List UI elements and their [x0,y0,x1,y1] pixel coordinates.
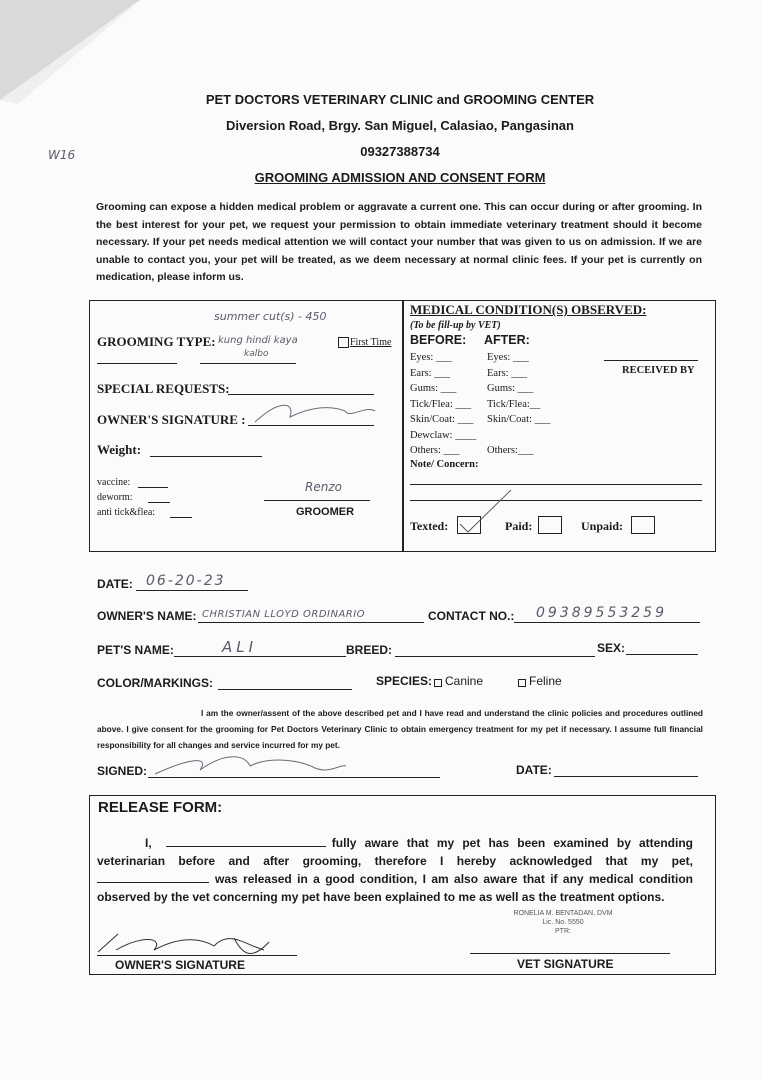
medical-subtitle: (To be fill-up by VET) [410,320,501,331]
paid-label: Paid: [505,519,533,533]
sex-label: SEX: [597,641,626,655]
intro-paragraph: Grooming can expose a hidden medical problem or aggravate a current one. This can occur during or after grooming. In the best interest for your pet, we request your permission to obtain immediate veterinary treatment should it become necessary. If your pet needs medical attention we will contact your number that was given to us on admission. If we are unable to contact you, your pet will be treated, as we deem necessary at normal clinic fees. If your pet is currently on medication, please inform us. [96,201,702,283]
before-items [410,350,476,459]
texted-label: Texted: [410,519,449,533]
owner-name-label: OWNER'S NAME: [97,609,197,623]
grooming-type-handwriting-2: kung hindi kaya [218,335,298,346]
grooming-type-handwriting-1: summer cut(s) - 450 [214,310,327,323]
date2-line [554,776,698,777]
before-item: Tick/Flea: ___ [410,398,472,410]
groomer-label: GROOMER [296,506,355,518]
before-item: Dewclaw: ____ [410,429,477,441]
medical-title: MEDICAL CONDITION(S) OBSERVED: [410,302,647,317]
species-label: SPECIES: [376,674,433,688]
first-time-checkbox[interactable] [338,337,349,348]
signed-label: SIGNED: [97,764,148,778]
groomer-line [264,500,370,501]
after-item: Tick/Flea:__ [487,398,541,410]
first-time-label: First Time [350,337,392,348]
weight-label: Weight: [97,442,142,457]
vet-stamp-license: Lic. No. 5550 [542,919,584,926]
grooming-type-label: GROOMING TYPE: [97,334,216,349]
owner-name-value: CHRISTIAN LLOYD ORDINARIO [202,609,366,620]
grooming-type-line [97,363,177,364]
pet-name-label: PET'S NAME: [97,643,174,657]
before-item: Others: ___ [410,445,460,456]
before-item: Skin/Coat: ___ [410,414,474,425]
color-line [218,689,352,690]
special-requests-label: SPECIAL REQUESTS: [97,381,230,396]
vet-sig-label: VET SIGNATURE [517,957,614,971]
clinic-phone: 09327388734 [360,144,440,159]
date-value: 06-20-23 [146,573,226,589]
feline-checkbox[interactable] [518,679,526,687]
after-item: Skin/Coat: ___ [487,414,551,425]
release-owner-signature-scribble [94,920,274,960]
box-divider [402,300,404,552]
color-label: COLOR/MARKINGS: [97,676,213,690]
owner-sig-label: OWNER'S SIGNATURE [115,958,245,972]
after-item: Eyes: ___ [487,352,529,363]
feline-label: Feline [529,674,562,688]
before-item: Eyes: ___ [410,352,452,363]
vaccine-label: vaccine: [97,477,131,488]
owner-sig-line [97,955,297,956]
grooming-type-line-2 [200,363,296,364]
clinic-address: Diversion Road, Brgy. San Miguel, Calasiao, Pangasinan [226,118,574,133]
note-line-1 [410,484,702,485]
deworm-line [148,502,170,503]
vet-sig-line [470,953,670,954]
vet-stamp [498,909,628,936]
release-pet-blank[interactable] [97,882,209,883]
release-text [97,834,693,906]
owner-signature-label: OWNER'S SIGNATURE : [97,412,246,427]
after-label: AFTER: [484,333,530,347]
weight-line [150,456,262,457]
owner-name-line [198,622,424,623]
pet-name-value: ALI [222,638,258,656]
note-line-2 [410,500,702,501]
after-item: Ears: ___ [487,367,527,379]
canine-checkbox[interactable] [434,679,442,687]
release-name-blank[interactable] [166,846,326,847]
margin-note: W16 [48,148,76,162]
after-item [487,428,550,444]
paid-checkbox[interactable] [538,516,562,534]
breed-label: BREED: [346,643,393,657]
consent-paragraph: I am the owner/assent of the above described pet and I have read and understand the clinic policies and procedures outlined above. I give consent for the grooming for Pet Doctors Veterinary Clinic to obtain emergency treatment for my pet if necessary. I assume full financial responsibility for all changes and service incurred for my pet. [97,708,703,750]
before-item: Ears: ___ [410,367,450,379]
release-i: I, [145,836,152,850]
date2-label: DATE: [516,763,552,777]
contact-label: CONTACT NO.: [428,609,515,623]
received-by-label: RECEIVED BY [622,365,695,376]
date-label: DATE: [97,577,133,591]
contact-value: 09389553259 [536,605,667,621]
clinic-name: PET DOCTORS VETERINARY CLINIC and GROOMING CENTER [205,92,595,107]
before-item: Gums: ___ [410,383,457,394]
contact-line [514,622,700,623]
note-label: Note/ Concern: [410,459,479,470]
canine-label: Canine [445,674,484,688]
release-text-part3: was released in a good condition, I am also aware that if any medical condition observed by the vet concerning my pet have been explained to me as well as the treatment options. [97,872,693,904]
release-title: RELEASE FORM: [98,799,223,816]
vaccine-line [138,487,168,488]
received-by-line [604,360,698,361]
after-item: Others:___ [487,445,534,456]
groomer-name: Renzo [305,480,342,494]
unpaid-label: Unpaid: [581,519,624,533]
vet-stamp-name: RONELIA M. BENTADAN, DVM [513,910,613,917]
signed-signature-scribble [150,748,350,778]
antitick-line [170,517,192,518]
unpaid-checkbox[interactable] [631,516,655,534]
before-label: BEFORE: [410,333,467,347]
special-requests-line [228,394,374,395]
date-line [136,590,248,591]
pet-name-line [174,656,346,657]
grooming-type-handwriting-3: kalbo [244,349,269,359]
form-title: GROOMING ADMISSION AND CONSENT FORM [254,170,546,185]
antitick-label: anti tick&flea: [97,507,156,518]
breed-line [395,656,595,657]
owner-signature-scribble [250,397,380,427]
after-items [487,350,550,459]
after-item: Gums: ___ [487,383,534,394]
vet-stamp-ptr: PTR: [555,928,571,935]
sex-line [626,654,698,655]
release-text-part2: fully aware that my pet has been examined by attending veterinarian before and after grooming, therefore I hereby acknowledged that my pet, [97,836,693,868]
deworm-label: deworm: [97,492,133,503]
